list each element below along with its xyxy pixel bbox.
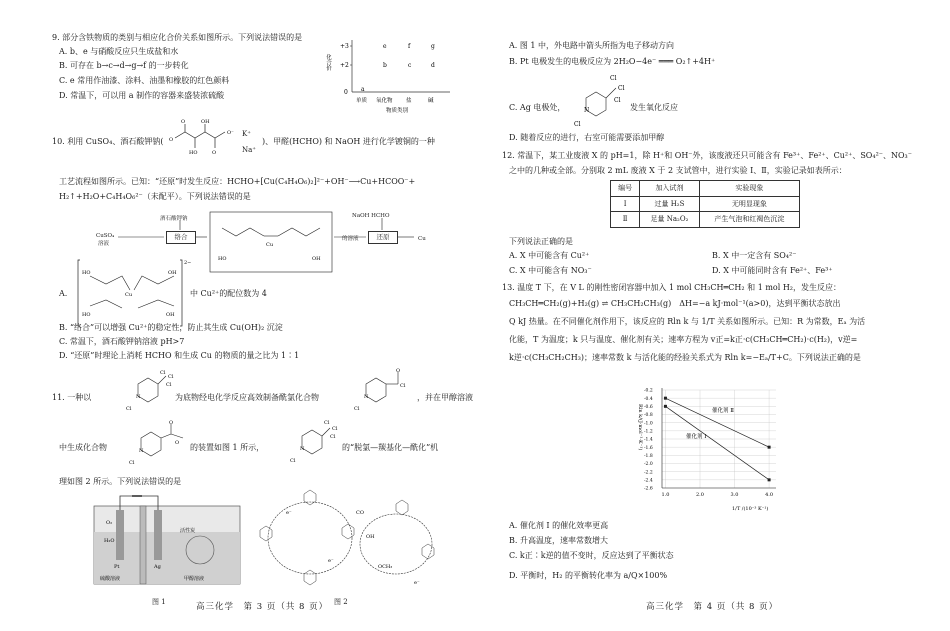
fig1-o2-label: O₂: [106, 520, 113, 526]
svg-text:OH: OH: [312, 256, 321, 262]
q13-option-b: B. 升高温度，速率常数增大: [509, 536, 608, 545]
table-cell: 无明显现象: [699, 196, 799, 212]
fig1-ag-label: Ag: [154, 564, 161, 570]
table-header-cell: 加入试剂: [640, 181, 700, 197]
chart-xlabel: 1/T /(10⁻³ K⁻¹): [732, 506, 769, 512]
chart-ylabel: Rln k/(J·mol⁻¹·K⁻¹): [637, 404, 643, 451]
x-tick-label: 1.0: [661, 492, 670, 498]
table-cell: Ⅱ: [611, 212, 640, 228]
series-label-catalyst-1: 催化剂 Ⅰ: [686, 434, 707, 440]
q12-option-a: A. X 中可能含有 Cu²⁺: [509, 251, 590, 260]
flow-solution-label: 溶液: [98, 241, 110, 247]
q11-line1b: 为底物经电化学反应高效制备酰氯化合物: [175, 393, 319, 402]
svg-text:N: N: [364, 394, 369, 400]
q9-point-d: d: [431, 62, 435, 69]
svg-text:2−: 2−: [184, 260, 192, 266]
svg-text:Cl: Cl: [618, 85, 625, 92]
y-tick-label: -1.4: [644, 437, 653, 443]
q11-option-c-suffix: 发生氧化反应: [630, 103, 678, 112]
flow-reduce-box: 还原: [368, 231, 398, 244]
y-tick-label: -2.6: [644, 486, 653, 492]
q12-line2: 之中的几种或全部。分别取 2 mL 废液 X 于 2 支试管中，进行实验 Ⅰ、Ⅱ，实验记录如表所示：: [509, 166, 847, 175]
flow-cuso4-label: CuSO₄: [96, 233, 115, 239]
q9-xtick: 碱: [428, 98, 434, 104]
q10-option-c: C. 常温下，酒石酸钾钠溶液 pH>7: [59, 337, 185, 346]
q9-option-d: D. 常温下，可以用 a 制作的容器来盛装浓硫酸: [59, 91, 225, 100]
q11-line1a: 11. 一种以: [52, 393, 92, 402]
q9-stem: 9. 部分含铁物质的类别与相应化合价关系如图所示。下列说法错误的是: [52, 33, 303, 42]
svg-text:Cl: Cl: [290, 458, 296, 464]
q10-stem-a: 10. 利用 CuSO₄、酒石酸钾钠(: [52, 137, 164, 146]
q11-figure1-caption: 图 1: [152, 598, 166, 606]
table-cell: 产生气泡和红褐色沉淀: [699, 212, 799, 228]
table-header-cell: 实验现象: [699, 181, 799, 197]
q11-ester-structure: [127, 420, 187, 468]
y-tick-label: -0.2: [644, 388, 653, 394]
q13-option-c: C. k正∶k逆的值不变时，反应达到了平衡状态: [509, 551, 674, 560]
table-header-cell: 编号: [611, 181, 640, 197]
q13-option-a: A. 催化剂 Ⅰ 的催化效率更高: [509, 521, 609, 530]
flow-cu-label: Cu: [418, 236, 426, 242]
q13-rlnk-chart: [636, 384, 796, 514]
q11-option-b: B. Pt 电极发生的电极反应为 2H₂O−4e⁻ ═══ O₂↑+4H⁺: [509, 57, 716, 66]
svg-text:e⁻: e⁻: [328, 558, 334, 564]
q9-option-a: A. b、e 与硝酸反应只生成盐和水: [59, 47, 179, 56]
flow-naoh-label: NaOH HCHO: [352, 213, 390, 219]
q9-point-f: f: [408, 43, 411, 50]
fig1-h2o-label: H₂O: [104, 538, 115, 544]
data-point: [664, 405, 667, 408]
right-page-footer: 高三化学 第 4 页（共 8 页）: [646, 602, 779, 612]
data-point: [768, 446, 771, 449]
q9-xtick: 氧化物: [376, 98, 393, 104]
y-tick-label: -0.4: [644, 396, 653, 402]
svg-text:N: N: [136, 394, 141, 400]
y-tick-label: -1.2: [644, 429, 653, 435]
q11-substrate-structure: [124, 368, 174, 414]
q11-line2a: 中生成化合物: [59, 443, 107, 452]
svg-text:Cl: Cl: [129, 460, 135, 466]
q9-xtick: 单质: [356, 98, 368, 104]
q13-line3: Q kJ 热量。在不同催化剂作用下，该反应的 Rln k 与 1/T 关系如图所示。已知：R 为常数，Eₐ 为活: [509, 317, 866, 326]
fig1-pt-label: Pt: [114, 564, 120, 570]
flow-complex-box: 络合: [166, 231, 196, 244]
q11-figure2: [246, 488, 446, 594]
svg-text:Cl: Cl: [330, 434, 336, 440]
fig1-catalyst-label: 活性炭: [180, 528, 196, 534]
svg-text:Cl: Cl: [400, 383, 406, 389]
q9-point-b: b: [383, 62, 387, 69]
q9-point-a: a: [361, 86, 365, 93]
q11-option-a: A. 图 1 中，外电路中箭头所指为电子移动方向: [509, 41, 675, 50]
x-tick-label: 4.0: [765, 492, 774, 498]
y-tick-label: -1.8: [644, 453, 653, 459]
svg-text:HO: HO: [218, 256, 227, 262]
svg-text:e⁻: e⁻: [414, 580, 420, 586]
table-row: [611, 196, 800, 212]
q11-line1c: ，并在甲醇溶液: [417, 393, 473, 402]
y-tick-label: -2.0: [644, 462, 653, 468]
svg-text:OH: OH: [166, 312, 175, 318]
svg-text:O: O: [169, 420, 174, 426]
q10-option-a-structure: [76, 254, 192, 332]
fig1-right-solution: 甲醇溶液: [184, 576, 205, 582]
q11-line2b: 的装置如图 1 所示，: [190, 443, 265, 452]
svg-text:Cu: Cu: [125, 292, 133, 298]
q9-point-c: c: [408, 62, 412, 69]
q11-option-c-structure: [572, 72, 628, 132]
q12-option-b: B. X 中一定含有 SO₄²⁻: [712, 251, 797, 260]
q10-k-ion: K⁺: [242, 130, 251, 138]
table-header-row: [611, 181, 800, 197]
y-tick-label: -2.2: [644, 470, 653, 476]
svg-text:O: O: [396, 368, 401, 374]
q11-line3: 理如图 2 所示。下列说法错误的是: [59, 477, 182, 486]
tartrate-structure: [169, 116, 239, 160]
q9-option-c: C. e 常用作油漆、涂料、油墨和橡胶的红色颜料: [59, 76, 230, 85]
q10-na-ion: Na⁺: [242, 146, 256, 154]
svg-text:Cl: Cl: [324, 420, 330, 426]
y-tick-label: -2.4: [644, 478, 653, 484]
svg-text:HO: HO: [189, 150, 198, 156]
table-cell: Ⅰ: [611, 196, 640, 212]
svg-text:O: O: [175, 440, 180, 446]
q11-option-c-prefix: C. Ag 电极处，: [509, 103, 566, 112]
q9-ytick: +2: [340, 62, 349, 69]
q9-ytick: +3: [340, 43, 349, 50]
q10-option-d: D. “还原”时理论上消耗 HCHO 和生成 Cu 的物质的量之比为 1∶1: [59, 351, 300, 360]
flow-solution2-label: 的溶液: [342, 236, 359, 242]
data-point: [664, 397, 667, 400]
q10-option-b: B. “络合”可以增强 Cu²⁺的稳定性，防止其生成 Cu(OH)₂ 沉淀: [59, 323, 283, 332]
svg-text:O⁻: O⁻: [227, 130, 234, 136]
svg-text:CO: CO: [356, 510, 364, 516]
q13-line5: k逆·c(CH₃CH₂CH₃)；速率常数 k 与活化能的经验关系式为 Rln k=−Eₐ/T+C。下列说法正确的是: [509, 353, 861, 362]
series-line-1: [665, 406, 769, 480]
svg-text:Cl: Cl: [160, 370, 166, 376]
q13-option-d: D. 平衡时，H₂ 的平衡转化率为 a/Q×100%: [509, 571, 668, 580]
flow-tartrate-label: 酒石酸钾钠: [160, 216, 188, 222]
y-tick-label: -1.6: [644, 445, 653, 451]
q11-acyl-structure: [352, 368, 412, 414]
svg-text:HO: HO: [82, 312, 91, 318]
q9-valence-chart: [325, 36, 468, 122]
q9-point-g: g: [431, 43, 435, 50]
svg-text:OH: OH: [366, 534, 375, 540]
svg-text:Cl: Cl: [126, 406, 132, 412]
q11-option-d: D. 随着反应的进行，右室可能需要添加甲醇: [509, 133, 665, 142]
q13-line2: CH₃CH═CH₂(g)+H₂(g) ⇌ CH₃CH₂CH₃(g) ΔH=−a kJ·mol⁻¹(a>0)，达到平衡状态放出: [509, 299, 841, 308]
q9-chart-svg: [325, 36, 468, 122]
flow-cu-center: Cu: [266, 242, 274, 248]
q11-figure2-caption: 图 2: [334, 598, 348, 606]
rlnk-chart-svg: [636, 384, 796, 514]
svg-text:N: N: [139, 448, 144, 454]
q12-option-d: D. X 中可能同时含有 Fe²⁺、Fe³⁺: [712, 266, 833, 275]
svg-text:Cl: Cl: [354, 406, 360, 412]
q11-substrate-structure-2: [288, 418, 338, 466]
q9-xlabel: 物质类别: [386, 108, 409, 114]
data-point: [768, 478, 771, 481]
svg-text:Cl: Cl: [168, 374, 174, 380]
q9-option-b: B. 可存在 b→c→d→g→f 的一步转化: [59, 61, 189, 70]
svg-text:Cl: Cl: [614, 97, 621, 104]
q12-experiment-table: [610, 180, 800, 228]
svg-text:e⁻: e⁻: [286, 510, 292, 516]
left-page-footer: 高三化学 第 3 页（共 8 页）: [196, 602, 329, 612]
q13-line4: 化能，T 为温度；k 只与温度、催化剂有关；速率方程为 v正=k正·c(CH₃CH═CH₂)·c(H₂)，v逆=: [509, 335, 858, 344]
svg-text:N: N: [584, 107, 590, 114]
fig1-left-solution: 硫酸溶液: [100, 576, 121, 582]
q12-option-c: C. X 中可能含有 NO₃⁻: [509, 266, 592, 275]
svg-text:HO: HO: [82, 270, 91, 276]
svg-text:O: O: [212, 150, 217, 156]
q11-figure1: [92, 492, 242, 592]
q12-line1: 12. 常温下，某工业废液 X 的 pH=1，除 H⁺和 OH⁻外，该废液还只可能含有 Fe³⁺、Fe²⁺、Cu²⁺、SO₄²⁻、NO₃⁻: [502, 151, 912, 160]
q13-line1: 13. 温度 T 下，在 V L 的刚性密闭容器中加入 1 mol CH₃CH═CH₂ 和 1 mol H₂，发生反应：: [502, 283, 842, 292]
svg-text:Cl: Cl: [574, 121, 581, 128]
y-tick-label: -0.8: [644, 413, 653, 419]
svg-text:O: O: [181, 119, 186, 125]
x-tick-label: 3.0: [730, 492, 739, 498]
svg-text:OH: OH: [168, 270, 177, 276]
table-cell: 过量 H₂S: [640, 196, 700, 212]
q9-ytick: 0: [344, 89, 348, 96]
table-cell: 足量 Na₂O₂: [640, 212, 700, 228]
q10-stem-b: )、甲醛(HCHO) 和 NaOH 进行化学镀铜的一种: [262, 137, 435, 146]
q12-intro: 下列说法正确的是: [509, 237, 573, 246]
svg-text:Cl: Cl: [332, 426, 338, 432]
svg-text:N: N: [300, 446, 305, 452]
q9-point-e: e: [383, 43, 387, 50]
q10-line2: 工艺流程如图所示。已知：“还原”时发生反应：HCHO+[Cu(C₄H₄O₆)₂]²⁻+OH⁻⟶Cu+HCOO⁻+: [59, 177, 416, 186]
q11-line2c: 的“脱氯—羰基化—酰化”机: [342, 443, 439, 452]
q10-line3: H₂↑+H₂O+C₄H₄O₆²⁻（未配平）。下列说法错误的是: [59, 192, 251, 201]
q9-ylabel: 化合价: [325, 54, 331, 71]
y-tick-label: -0.6: [644, 404, 653, 410]
svg-text:Cl: Cl: [610, 75, 617, 82]
svg-text:Cl: Cl: [166, 382, 172, 388]
series-label-catalyst-2: 催化剂 Ⅱ: [712, 408, 734, 414]
table-row: [611, 212, 800, 228]
svg-text:OH: OH: [201, 119, 210, 125]
q10-option-a: 中 Cu²⁺的配位数为 4: [190, 289, 267, 298]
y-tick-label: -1.0: [644, 421, 653, 427]
x-tick-label: 2.0: [696, 492, 704, 498]
q9-xtick: 盐: [406, 98, 412, 104]
q10-option-a-prefix: A.: [59, 289, 68, 298]
svg-text:OCH₃: OCH₃: [378, 564, 393, 570]
svg-text:O: O: [169, 137, 174, 143]
